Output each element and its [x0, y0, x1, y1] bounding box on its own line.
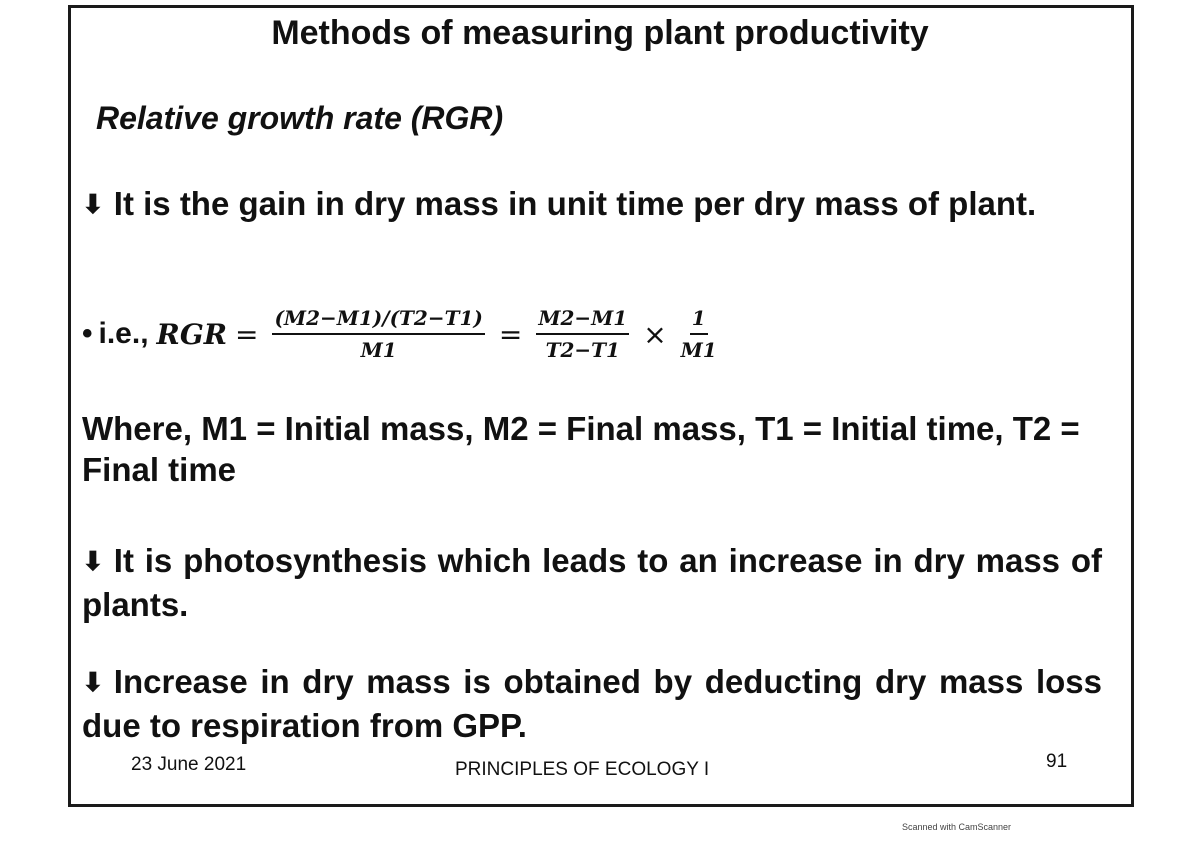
formula-prefix: i.e., [98, 317, 149, 350]
fraction-3-denominator: M1 [680, 338, 717, 362]
fraction-2-denominator: T2−T1 [545, 338, 620, 362]
fraction-1-denominator: M1 [360, 338, 397, 362]
fraction-3-numerator: 1 [690, 306, 708, 335]
bullet-dry-mass-text: Increase in dry mass is obtained by deducting dry mass loss due to respiration from GPP. [82, 663, 1102, 744]
fraction-2-numerator: M2−M1 [536, 306, 629, 335]
bullet-definition-text: It is the gain in dry mass in unit time per dry mass of plant. [113, 185, 1037, 222]
footer-page-number: 91 [1046, 751, 1068, 772]
bullet-definition [82, 183, 1102, 227]
formula-times: × [643, 317, 667, 351]
formula-fraction-1 [272, 306, 484, 362]
rgr-formula [82, 302, 723, 366]
bullet-photosynthesis-text: It is photosynthesis which leads to an increase in dry mass of plants. [82, 542, 1102, 623]
formula-fraction-2 [536, 306, 629, 362]
fraction-1-numerator: (M2−M1)/(T2−T1) [272, 306, 484, 335]
formula-lhs: RGR [156, 317, 227, 351]
bullet-photosynthesis [82, 540, 1102, 625]
slide-title: Methods of measuring plant productivity [271, 14, 929, 52]
where-definitions: Where, M1 = Initial mass, M2 = Final mass, T1 = Initial time, T2 = Final time [82, 410, 1080, 488]
bullet-dry-mass [82, 661, 1102, 746]
formula-equals-2: = [498, 317, 523, 351]
formula-fraction-3 [681, 306, 717, 362]
slide-subtitle: Relative growth rate (RGR) [96, 100, 504, 136]
down-arrow-bullet-icon: ⬇ [82, 189, 104, 219]
down-arrow-bullet-icon: ⬇ [82, 546, 104, 576]
scanner-watermark: Scanned with CamScanner [902, 822, 1012, 832]
down-arrow-bullet-icon: ⬇ [82, 667, 104, 697]
formula-equals: = [235, 317, 259, 351]
formula-bullet-icon: • [82, 317, 93, 350]
footer-date: 23 June 2021 [131, 754, 247, 775]
footer-course: PRINCIPLES OF ECOLOGY I [455, 759, 710, 780]
